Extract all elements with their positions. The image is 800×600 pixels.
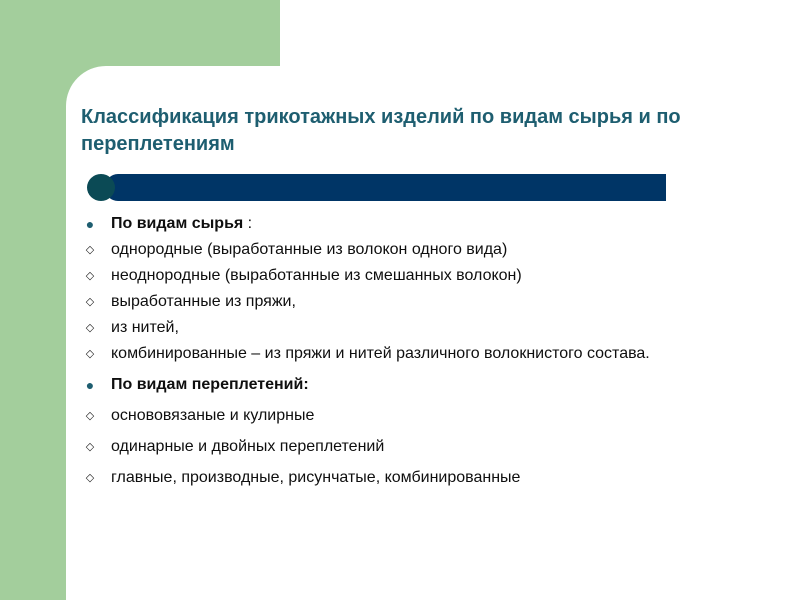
list-item [79, 289, 759, 315]
list-item [79, 263, 759, 289]
diamond-bullet-icon: ◇ [85, 410, 95, 422]
divider-dot [87, 174, 115, 201]
section-heading-suffix: : [243, 215, 253, 232]
list-item-text: комбинированные – из пряжи и нитей различного волокнистого состава. [111, 345, 650, 362]
list-item-text: однородные (выработанные из волокон одного вида) [111, 241, 508, 258]
diamond-bullet-icon: ◇ [85, 244, 95, 256]
list-item-text: основовязаные и кулирные [111, 407, 315, 424]
slide-title: Классификация трикотажных изделий по видам сырья и по переплетениям [81, 106, 681, 155]
diamond-bullet-icon: ◇ [85, 441, 95, 453]
diamond-bullet-icon: ◇ [85, 472, 95, 484]
filled-circle-bullet-icon: ● [85, 377, 95, 393]
filled-circle-bullet-icon: ● [85, 216, 95, 232]
list-item-text: одинарные и двойных переплетений [111, 438, 385, 455]
list-item [79, 434, 759, 460]
list-item-text: выработанные из пряжи, [111, 293, 296, 310]
section-heading-raw-materials [79, 211, 759, 237]
list-item-text: главные, производные, рисунчатые, комбинированные [111, 469, 521, 486]
bullet-list [79, 211, 759, 491]
diamond-bullet-icon: ◇ [85, 348, 95, 360]
list-item [79, 403, 759, 429]
diamond-bullet-icon: ◇ [85, 270, 95, 282]
list-item-text: неоднородные (выработанные из смешанных волокон) [111, 267, 522, 284]
list-item-text: из нитей, [111, 319, 179, 336]
diamond-bullet-icon: ◇ [85, 296, 95, 308]
list-item [79, 465, 759, 491]
list-item [79, 237, 759, 263]
divider-bar [105, 174, 666, 201]
list-item [79, 315, 759, 341]
diamond-bullet-icon: ◇ [85, 322, 95, 334]
section-heading-label: По видам переплетений: [111, 376, 309, 393]
list-item [79, 341, 759, 367]
section-heading-weaves [79, 372, 759, 398]
section-heading-label: По видам сырья [111, 215, 244, 232]
